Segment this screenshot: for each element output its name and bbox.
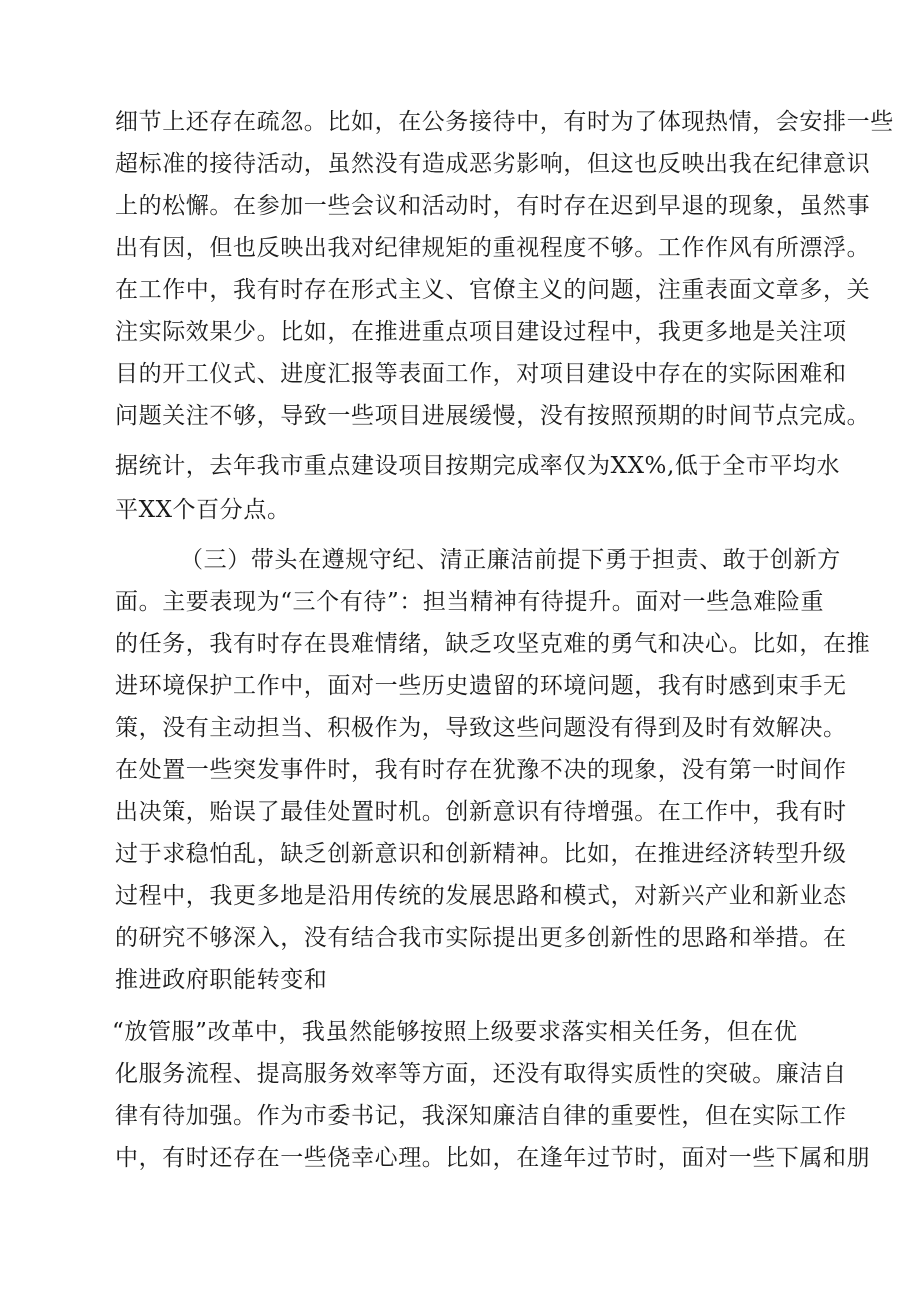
text-line: 推进政府职能转变和 (115, 967, 328, 993)
text-line: 问题关注不够，导致一些项目进展缓慢，没有按照预期的时间节点完成。 (115, 403, 871, 429)
text-line: 过程中，我更多地是沿用传统的发展思路和模式，对新兴产业和新业态 (115, 883, 847, 909)
text-line: 上的松懈。在参加一些会议和活动时，有时存在迟到早退的现象，虽然事 (115, 193, 871, 219)
text-line: 出决策，贻误了最佳处置时机。创新意识有待增强。在工作中，我有时 (115, 799, 847, 825)
text-line: 面。主要表现为“三个有待”：担当精神有待提升。面对一些急难险重 (115, 589, 825, 615)
text-line: 注实际效果少。比如，在推进重点项目建设过程中，我更多地是关注项 (115, 319, 847, 345)
text-line: 据统计，去年我市重点建设项目按期完成率仅为XX%,低于全市平均水 (115, 453, 841, 479)
text-line: 的任务，我有时存在畏难情绪，缺乏攻坚克难的勇气和决心。比如，在推 (115, 631, 871, 657)
text-line: 律有待加强。作为市委书记，我深知廉洁自律的重要性，但在实际工作 (115, 1103, 847, 1129)
text-line: 目的开工仪式、进度汇报等表面工作，对项目建设中存在的实际困难和 (115, 361, 847, 387)
text-line: 平XX个百分点。 (115, 497, 291, 523)
text-line: 进环境保护工作中，面对一些历史遗留的环境问题，我有时感到束手无 (115, 673, 847, 699)
text-line: “放管服”改革中，我虽然能够按照上级要求落实相关任务，但在优 (112, 1019, 798, 1045)
text-line: 在处置一些突发事件时，我有时存在犹豫不决的现象，没有第一时间作 (115, 757, 847, 783)
text-line: 在工作中，我有时存在形式主义、官僚主义的问题，注重表面文章多，关 (115, 277, 871, 303)
text-line: 过于求稳怕乱，缺乏创新意识和创新精神。比如，在推进经济转型升级 (115, 841, 847, 867)
text-line: 策，没有主动担当、积极作为，导致这些问题没有得到及时有效解决。 (115, 715, 847, 741)
text-line: 化服务流程、提高服务效率等方面，还没有取得实质性的突破。廉洁自 (115, 1061, 847, 1087)
text-line: 超标准的接待活动，虽然没有造成恶劣影响，但这也反映出我在纪律意识 (115, 151, 871, 177)
text-line: 的研究不够深入，没有结合我市实际提出更多创新性的思路和举措。在 (115, 925, 847, 951)
section-heading: （三）带头在遵规守纪、清正廉洁前提下勇于担责、敢于创新方 (180, 547, 841, 573)
text-line: 中，有时还存在一些侥幸心理。比如，在逢年过节时，面对一些下属和朋 (115, 1145, 871, 1171)
text-line: 出有因，但也反映出我对纪律规矩的重视程度不够。工作作风有所漂浮。 (115, 235, 871, 261)
text-line: 细节上还存在疏忽。比如，在公务接待中，有时为了体现热情，会安排一些 (115, 109, 894, 135)
